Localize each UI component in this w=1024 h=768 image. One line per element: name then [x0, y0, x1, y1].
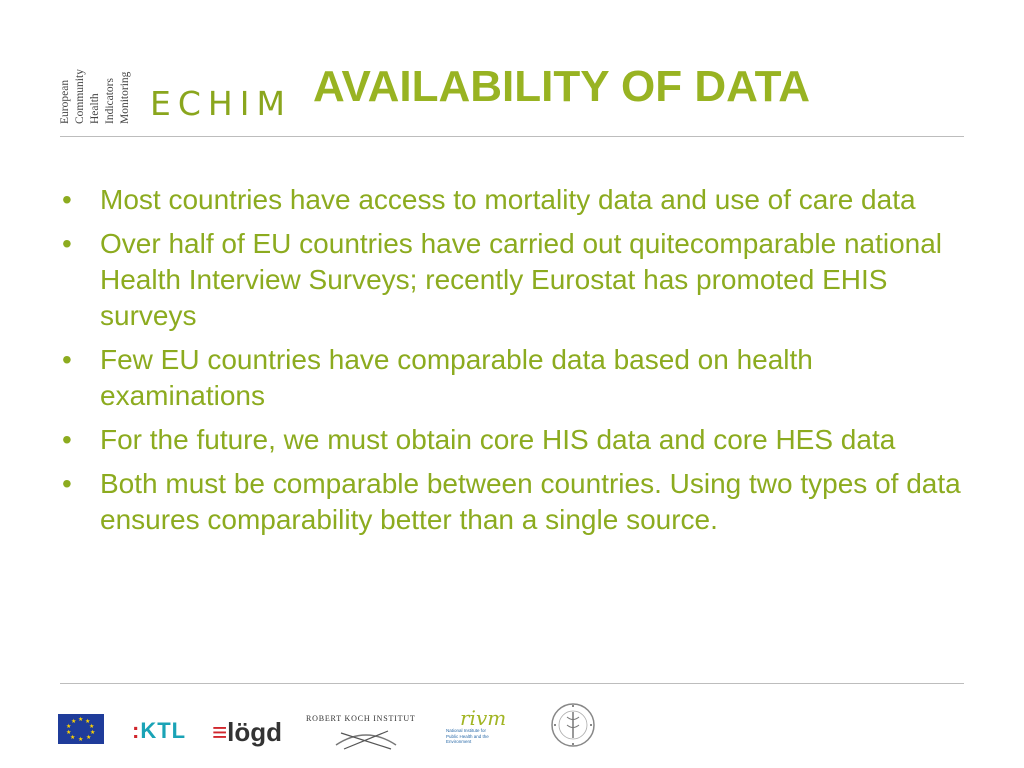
ktl-logo: :KTL [132, 718, 187, 743]
echim-logo-subtitle [58, 44, 133, 124]
header-divider [60, 136, 964, 137]
echim-logo-line: European [59, 79, 71, 124]
bullet-item [62, 342, 962, 414]
bullet-icon: • [62, 344, 72, 375]
bullet-text: For the future, we must obtain core HIS data and core HES data [100, 424, 896, 455]
bullet-list [62, 182, 962, 546]
bullet-icon: • [62, 424, 72, 455]
logd-logo-text: lögd [227, 717, 283, 747]
footer-divider [60, 683, 964, 684]
bullet-icon: • [62, 228, 72, 259]
bullet-text: Both must be comparable between countries. Using two types of data ensures comparability better than a single source. [100, 468, 961, 535]
bullet-item [62, 466, 962, 538]
bullet-icon: • [62, 184, 72, 215]
echim-logo-line: Monitoring [119, 71, 131, 124]
slide-title: AVAILABILITY OF DATA [313, 62, 810, 111]
rivm-logo [446, 706, 528, 752]
rki-logo [306, 714, 426, 756]
logd-logo: ≡lögd [212, 717, 283, 747]
partner-logos [58, 700, 618, 760]
echim-logo-line: Health [89, 93, 101, 124]
bullet-item [62, 226, 962, 334]
rivm-logo-text: rivm [460, 706, 507, 730]
bullet-item [62, 422, 962, 458]
bullet-text: Most countries have access to mortality data and use of care data [100, 184, 916, 215]
echim-logo-word: ECHIM [150, 84, 292, 123]
iss-seal-icon [548, 700, 598, 750]
rivm-logo-subtitle: National Institute for Public Health and the Environment [446, 728, 489, 744]
rki-emblem-icon [306, 723, 426, 753]
echim-logo-vertical [58, 44, 148, 124]
echim-logo-line: Indicators [104, 78, 116, 124]
ktl-logo-text: KTL [140, 718, 187, 743]
bullet-text: Few EU countries have comparable data based on health examinations [100, 344, 813, 411]
bullet-item [62, 182, 962, 218]
echim-logo-line: Community [74, 69, 86, 124]
eu-flag-icon: ★ ★ ★ ★ ★ ★ ★ ★ ★ ★ [58, 714, 104, 744]
rki-logo-text: ROBERT KOCH INSTITUT [306, 714, 416, 723]
bullet-icon: • [62, 468, 72, 499]
bullet-text: Over half of EU countries have carried out quitecomparable national Health Interview Surveys; recently Eurostat has promoted EHIS surveys [100, 228, 943, 331]
